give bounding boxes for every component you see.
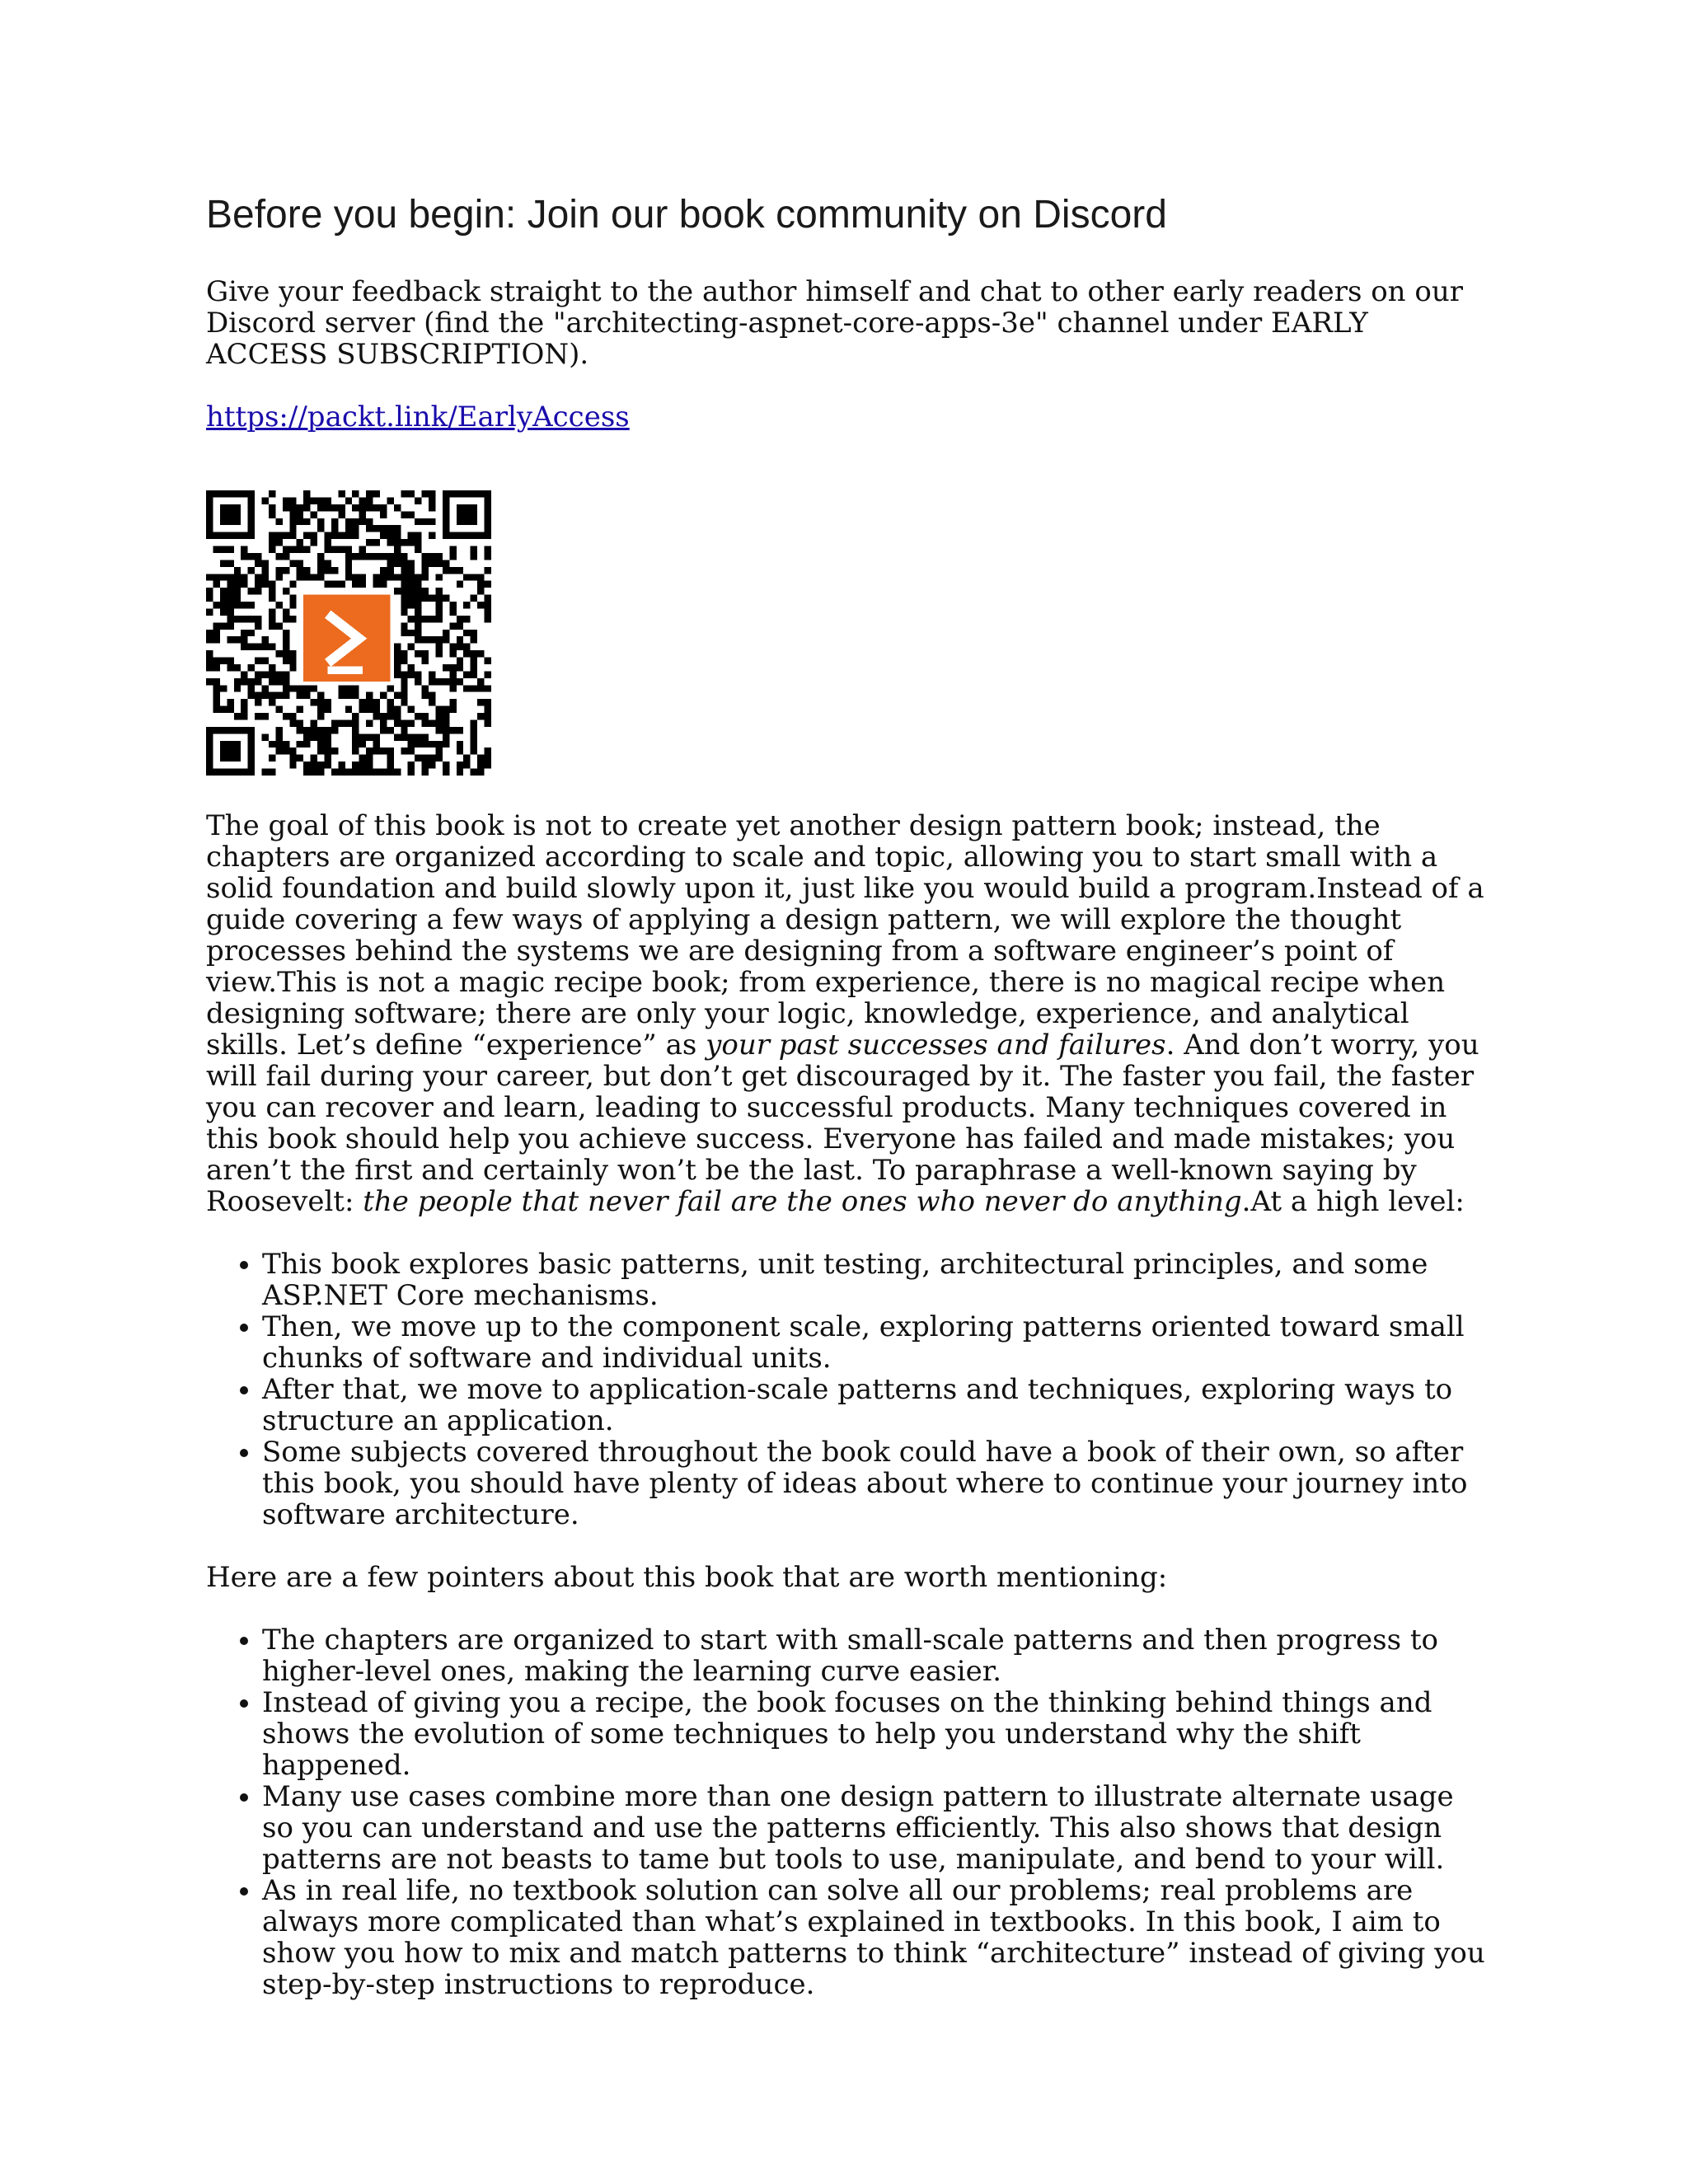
intro-paragraph: Give your feedback straight to the author himself and chat to other early readers on our Discord server (find the "architecting-aspnet-core-apps-3e" channel under EARLY ACCESS SUBSCRIPTION). <box>206 275 1464 371</box>
overview-list <box>206 1249 1492 1530</box>
goal-text-3: .At a high level: <box>1241 1185 1465 1218</box>
goal-emphasis-1: your past successes and failures <box>706 1029 1166 1062</box>
list-item: • Some subjects covered throughout the book could have a book of their own, so after this book, you should have plenty of ideas about where to continue your journey into software architecture. <box>262 1436 1492 1530</box>
goal-emphasis-2: the people that never fail are the ones who never do anything <box>363 1185 1242 1218</box>
list-item: • After that, we move to application-scale patterns and techniques, exploring ways to structure an application. <box>262 1374 1492 1436</box>
body-paragraph-goal <box>206 810 1492 1217</box>
early-access-link[interactable]: https://packt.link/EarlyAccess <box>206 401 630 434</box>
list-item: • Instead of giving you a recipe, the book focuses on the thinking behind things and shows the evolution of some techniques to help you understand why the shift happened. <box>262 1687 1492 1781</box>
list-item: • The chapters are organized to start with small-scale patterns and then progress to higher-level ones, making the learning curve easier. <box>262 1624 1492 1687</box>
link-paragraph <box>206 401 1492 433</box>
pointers-intro: Here are a few pointers about this book that are worth mentioning: <box>206 1561 1168 1594</box>
document-page <box>206 191 1492 2032</box>
goal-text-1: The goal of this book is not to create yet another design pattern book; instead, the chapters are organized according to scale and topic, allowing you to start small with a solid foundation and build slowly upon it, just like you would build a program.Instead of a guide covering a few ways of applying a design pattern, we will explore the thought processes behind the systems we are designing from a software engineer’s point of view.This is not a magic recipe book; from experience, there is no magical recipe when designing software; there are only your logic, knowledge, experience, and analytical skills. Let’s define “experience” as <box>206 809 1484 1062</box>
list-item: • Many use cases combine more than one design pattern to illustrate alternate usage so you can understand and use the patterns efficiently. This also shows that design patterns are not beasts to tame but tools to use, manipulate, and bend to your will. <box>262 1781 1492 1875</box>
goal-text-2: . And don’t worry, you will fail during your career, but don’t get discouraged by it. The faster you fail, the faster you can recover and learn, leading to successful products. Many techniques covered in this book should help you achieve success. Everyone has failed and made mistakes; you aren’t the first and certainly won’t be the last. To paraphrase a well-known saying by Roosevelt: <box>206 1029 1479 1218</box>
page-title: Before you begin: Join our book community on Discord <box>206 193 1167 237</box>
pointers-list <box>206 1624 1492 2000</box>
list-item: • As in real life, no textbook solution can solve all our problems; real problems are always more complicated than what’s explained in textbooks. In this book, I aim to show you how to mix and match patterns to think “architecture” instead of giving you step-by-step instructions to reproduce. <box>262 1875 1492 2000</box>
list-item: • This book explores basic patterns, unit testing, architectural principles, and some ASP.NET Core mechanisms. <box>262 1249 1492 1311</box>
qr-code-icon <box>206 490 491 776</box>
list-item: • Then, we move up to the component scale, exploring patterns oriented toward small chunks of software and individual units. <box>262 1311 1492 1374</box>
